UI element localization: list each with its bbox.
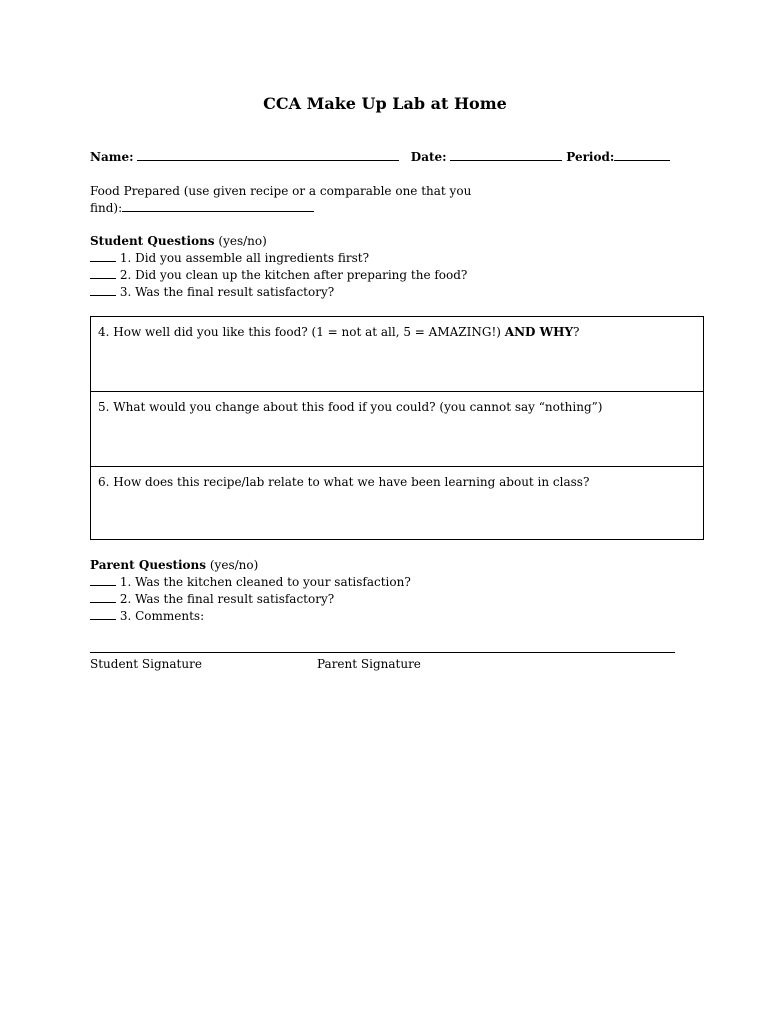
student-questions-heading-row bbox=[90, 233, 267, 250]
food-prepared-line-2 bbox=[90, 200, 314, 217]
student-question-item bbox=[90, 267, 467, 284]
header-fields-row bbox=[90, 149, 670, 166]
student-questions-heading: Student Questions bbox=[90, 234, 215, 248]
parent-questions-heading: Parent Questions bbox=[90, 558, 207, 572]
student-question-item bbox=[90, 284, 334, 301]
question-text: 2. Was the final result satisfactory? bbox=[119, 592, 335, 606]
question-text: 2. Did you clean up the kitchen after preparing the food? bbox=[119, 268, 468, 282]
question-6-box[interactable] bbox=[90, 466, 704, 540]
parent-question-item bbox=[90, 608, 204, 625]
food-prepared-field[interactable] bbox=[122, 200, 314, 212]
question-6-text: 6. How does this recipe/lab relate to what we have been learning about in class? bbox=[98, 475, 590, 489]
student-signature-label: Student Signature bbox=[90, 657, 202, 671]
question-text: 3. Was the final result satisfactory? bbox=[119, 285, 335, 299]
name-field[interactable] bbox=[137, 149, 399, 161]
student-question-item bbox=[90, 250, 369, 267]
answer-blank[interactable] bbox=[90, 574, 116, 586]
question-4-text bbox=[98, 325, 579, 340]
question-4-prompt: 4. How well did you like this food? (1 = not at all, 5 = AMAZING!) bbox=[98, 325, 505, 339]
date-field[interactable] bbox=[450, 149, 562, 161]
student-questions-hint: (yes/no) bbox=[218, 234, 267, 248]
date-label: Date: bbox=[410, 150, 447, 164]
page-title: CCA Make Up Lab at Home bbox=[263, 94, 507, 113]
question-4-end: ? bbox=[573, 325, 580, 339]
answer-blank[interactable] bbox=[90, 284, 116, 296]
question-text: 3. Comments: bbox=[119, 609, 205, 623]
parent-question-item bbox=[90, 591, 334, 608]
question-5-text: 5. What would you change about this food if you could? (you cannot say “nothing”) bbox=[98, 400, 603, 414]
parent-signature-label: Parent Signature bbox=[317, 657, 421, 671]
question-text: 1. Did you assemble all ingredients first? bbox=[119, 251, 370, 265]
period-label: Period: bbox=[566, 150, 615, 164]
answer-blank[interactable] bbox=[90, 591, 116, 603]
parent-question-item bbox=[90, 574, 411, 591]
question-4-emphasis: AND WHY bbox=[504, 325, 574, 339]
question-4-box[interactable] bbox=[90, 316, 704, 391]
name-label: Name: bbox=[90, 150, 134, 164]
parent-questions-heading-row bbox=[90, 557, 258, 574]
signature-line[interactable] bbox=[90, 652, 675, 653]
answer-blank[interactable] bbox=[90, 608, 116, 620]
answer-blank[interactable] bbox=[90, 267, 116, 279]
period-field[interactable] bbox=[614, 149, 670, 161]
parent-questions-hint: (yes/no) bbox=[209, 558, 259, 572]
question-5-box[interactable] bbox=[90, 391, 704, 466]
question-text: 1. Was the kitchen cleaned to your satisfaction? bbox=[119, 575, 411, 589]
food-prepared-label: find): bbox=[90, 201, 123, 215]
answer-blank[interactable] bbox=[90, 250, 116, 262]
food-prepared-line-1: Food Prepared (use given recipe or a comparable one that you bbox=[90, 184, 472, 198]
